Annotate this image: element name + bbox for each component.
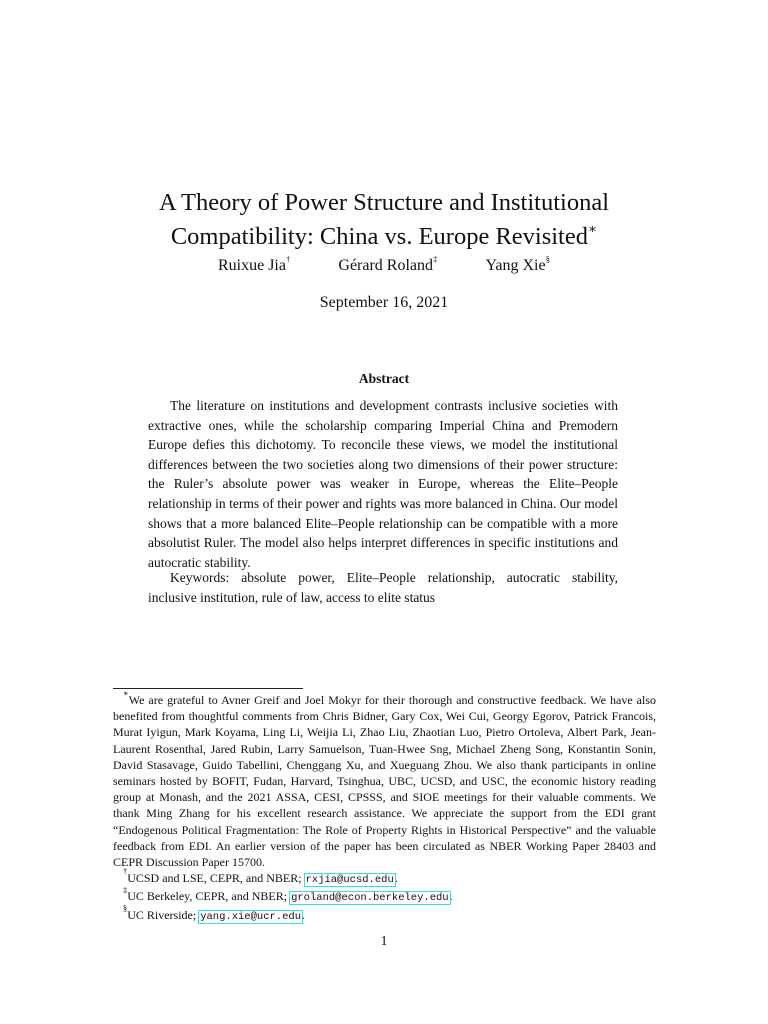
- page-number: 1: [380, 934, 388, 949]
- footnote-end: .: [302, 907, 306, 922]
- paper-title: [0, 186, 768, 254]
- email-link[interactable]: groland@econ.berkeley.edu: [291, 892, 449, 905]
- abstract-heading: Abstract: [358, 371, 410, 386]
- email-link[interactable]: rxjia@ucsd.edu: [305, 874, 394, 887]
- author-name: Ruixue Jia: [217, 257, 286, 274]
- title-line-1: A Theory of Power Structure and Institutional: [159, 189, 609, 217]
- title-line-2: [0, 220, 768, 254]
- author-footnote-marker: †: [285, 254, 291, 265]
- footnote-acknowledgments: [113, 689, 656, 870]
- keywords-text: Keywords: absolute power, Elite–People relationship, autocratic stability, inclusive institution, rule of law, access to elite status: [148, 570, 618, 605]
- footnote-text: UCSD and LSE, CEPR, and NBER;: [127, 871, 305, 886]
- author-footnote-marker: §: [545, 254, 550, 265]
- author-2: [338, 255, 437, 277]
- footnote-marker: ‡: [123, 885, 128, 895]
- title-line-2-text: Compatibility: China vs. Europe Revisited: [170, 223, 588, 251]
- footnotes: [113, 689, 656, 925]
- author-footnote-marker: ‡: [433, 254, 438, 265]
- email-link[interactable]: yang.xie@ucr.edu: [200, 910, 302, 923]
- author-1: [218, 255, 290, 277]
- author-list: [0, 255, 768, 277]
- footnote-marker: §: [123, 903, 128, 913]
- paper-date: September 16, 2021: [319, 294, 449, 311]
- footnote-affiliation-1: [113, 867, 656, 888]
- footnote-text: UC Berkeley, CEPR, and NBER;: [127, 889, 291, 904]
- author-name: Yang Xie: [485, 257, 546, 274]
- footnote-text: UC Riverside;: [127, 907, 200, 922]
- author-3: [485, 255, 550, 277]
- footnote-divider: [113, 688, 303, 689]
- footnote-affiliation-3: [113, 903, 656, 925]
- footnote-affiliation-2: [113, 885, 656, 906]
- footnote-marker: ∗: [123, 689, 129, 699]
- footnote-text: We are grateful to Avner Greif and Joel Mokyr for their thorough and constructive feedback. We have also benefited from thoughtful comments from Chris Bidner, Gary Cox, Wei Cui, Georgy Egorov, Patrick Francois, Murat Iyigun, Mark Koyama, Ling Li, Weijia Li, Zhao Liu, Zhaotian Luo, Pietro Ortoleva, Albert Park, Jean-Laurent Rosenthal, Jared Rubin, Larry Samuelson, Tuan-Hwee Sng, Michael Zheng Song, Konstantin Sonin, David Stasavage, Guido Tabellini, Chenggang Xu, and Xueguang Zhou. We also thank participants in online seminars hosted by BOFIT, Fudan, Harvard, Tsinghua, UBC, UCSD, and USC, the economic history reading group at Monash, and the 2021 ASSA, CESI, CPSSS, and SIOE meetings for their valuable comments. We thank Ming Zhang for his excellent research assistance. We appreciate the support from the EDI grant “Endogenous Political Fragmentation: The Role of Property Rights in Historical Perspective” and the valuable feedback from EDI. An earlier version of the paper has been circulated as NBER Working Paper 28403 and CEPR Discussion Paper 15700.: [113, 693, 656, 870]
- author-name: Gérard Roland: [338, 257, 434, 274]
- footnote-end: .: [394, 871, 398, 886]
- abstract-text: The literature on institutions and development contrasts inclusive societies with extractive ones, while the scholarship comparing Imperial China and Premodern Europe defies this dichotomy. To reconcile these views, we model the institutional differences between the two societies along two dimensions of their power structure: the Ruler’s absolute power was weaker in Europe, whereas the Elite–People relationship in terms of their power and rights was more balanced in China. Our model shows that a more balanced Elite–People relationship can be compatible with a more absolutist Ruler. The model also helps interpret differences in specific institutions and autocratic stability.: [148, 398, 618, 570]
- footnote-end: .: [449, 889, 453, 904]
- title-footnote-marker: ∗: [588, 221, 598, 237]
- footnote-marker: †: [123, 867, 128, 877]
